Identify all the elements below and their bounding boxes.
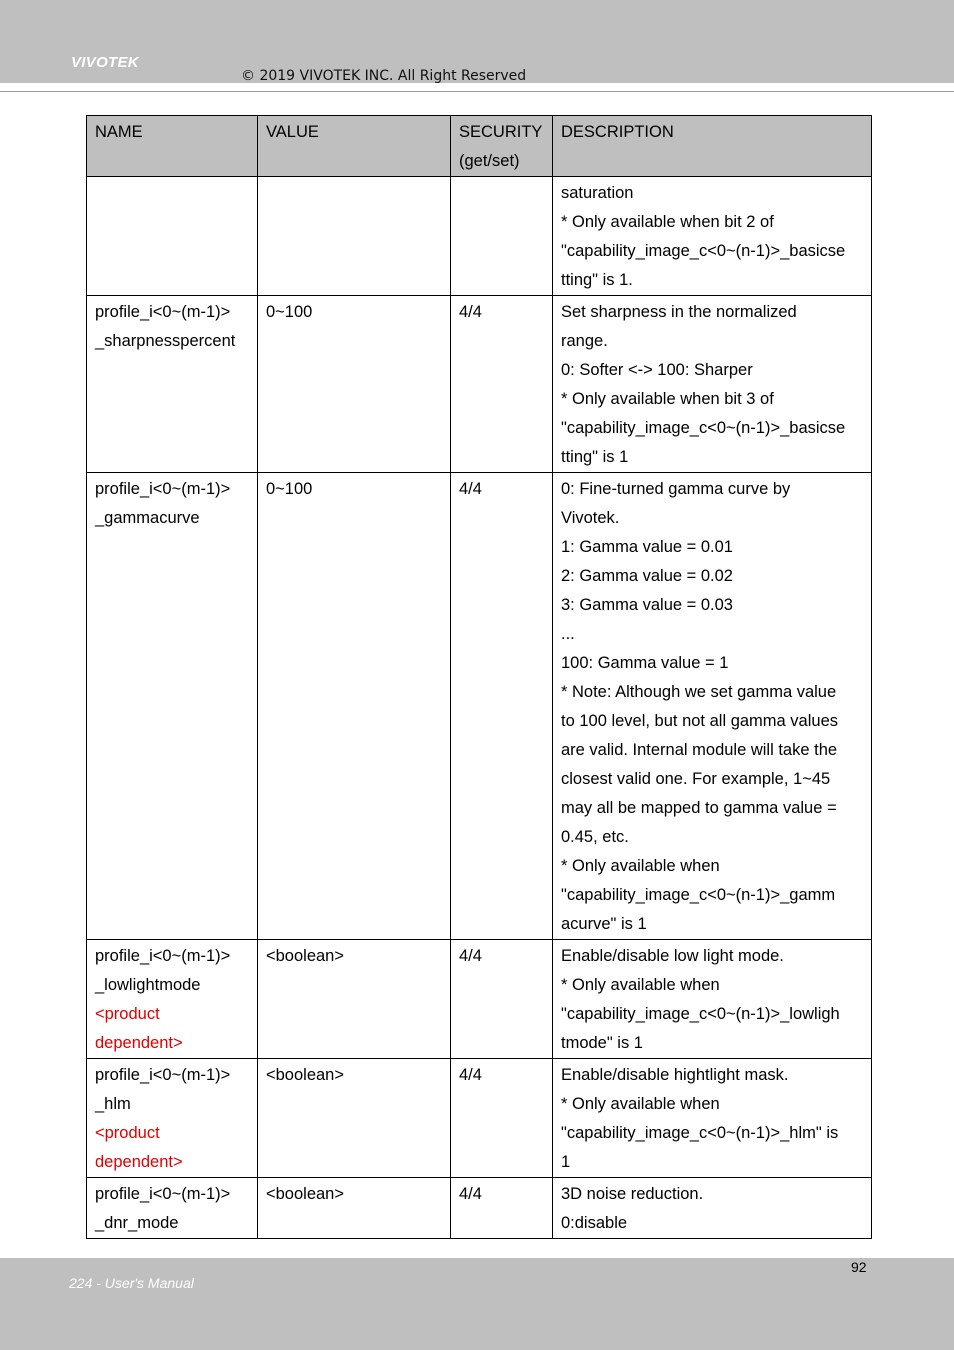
- copyright-text: © 2019 VIVOTEK INC. All Right Reserved: [241, 68, 527, 84]
- header-divider: [0, 91, 954, 92]
- table-row: [87, 177, 872, 296]
- cell-text: * Only available when: [561, 857, 720, 875]
- cell-security: [451, 177, 553, 296]
- cell-text: profile_i<0~(m-1)>: [95, 303, 231, 321]
- cell-value: [258, 296, 451, 473]
- parameter-table: [86, 115, 872, 1239]
- cell-text: "capability_image_c<0~(n-1)>_basicse: [561, 242, 846, 260]
- cell-text: may all be mapped to gamma value =: [561, 799, 837, 817]
- manual-label: 224 - User's Manual: [69, 1275, 194, 1291]
- cell-text: "capability_image_c<0~(n-1)>_gamm: [561, 886, 836, 904]
- cell-text: 1: Gamma value = 0.01: [561, 538, 733, 556]
- cell-text: _sharpnesspercent: [95, 332, 236, 350]
- cell-text: _gammacurve: [95, 509, 200, 527]
- header-name: NAME: [87, 116, 258, 177]
- cell-value: [258, 177, 451, 296]
- cell-text: Enable/disable hightlight mask.: [561, 1066, 789, 1084]
- header-description: DESCRIPTION: [553, 116, 872, 177]
- cell-text: 3D noise reduction.: [561, 1185, 704, 1203]
- cell-text: dependent>: [95, 1034, 183, 1052]
- cell-text: _hlm: [95, 1095, 131, 1113]
- cell-name: [87, 473, 258, 940]
- cell-text: 0: Softer <-> 100: Sharper: [561, 361, 753, 379]
- cell-text: 0~100: [266, 480, 313, 498]
- cell-description: [553, 940, 872, 1059]
- cell-text: * Note: Although we set gamma value: [561, 683, 837, 701]
- cell-text: 4/4: [459, 303, 482, 321]
- table-row: [87, 1059, 872, 1178]
- cell-text: are valid. Internal module will take the: [561, 741, 838, 759]
- cell-description: [553, 177, 872, 296]
- cell-text: 4/4: [459, 947, 482, 965]
- table-row: [87, 296, 872, 473]
- cell-text: * Only available when bit 2 of: [561, 213, 774, 231]
- cell-description: [553, 1178, 872, 1239]
- cell-value: [258, 1178, 451, 1239]
- cell-text: * Only available when bit 3 of: [561, 390, 774, 408]
- cell-text: tmode" is 1: [561, 1034, 643, 1052]
- cell-text: <boolean>: [266, 1185, 344, 1203]
- cell-text: 4/4: [459, 1066, 482, 1084]
- cell-text: to 100 level, but not all gamma values: [561, 712, 838, 730]
- cell-security: [451, 473, 553, 940]
- cell-description: [553, 473, 872, 940]
- cell-text: <boolean>: [266, 1066, 344, 1084]
- cell-text: _dnr_mode: [95, 1214, 179, 1232]
- cell-value: [258, 1059, 451, 1178]
- cell-name: [87, 1059, 258, 1178]
- cell-text: 0.45, etc.: [561, 828, 629, 846]
- cell-value: [258, 473, 451, 940]
- page-number: 92: [851, 1259, 867, 1275]
- table-header-row: [87, 116, 872, 177]
- cell-text: ...: [561, 625, 575, 643]
- cell-text: acurve" is 1: [561, 915, 647, 933]
- cell-text: profile_i<0~(m-1)>: [95, 947, 231, 965]
- cell-text: range.: [561, 332, 608, 350]
- cell-text: 0:disable: [561, 1214, 628, 1232]
- cell-text: 4/4: [459, 480, 482, 498]
- cell-text: Enable/disable low light mode.: [561, 947, 784, 965]
- cell-name: [87, 296, 258, 473]
- cell-text: Set sharpness in the normalized: [561, 303, 797, 321]
- header-security: SECURITY (get/set): [451, 116, 553, 177]
- cell-text: 100: Gamma value = 1: [561, 654, 729, 672]
- cell-security: [451, 1178, 553, 1239]
- cell-text: closest valid one. For example, 1~45: [561, 770, 831, 788]
- table-row: [87, 940, 872, 1059]
- header-value: VALUE: [258, 116, 451, 177]
- cell-text: "capability_image_c<0~(n-1)>_basicse: [561, 419, 846, 437]
- cell-text: profile_i<0~(m-1)>: [95, 480, 231, 498]
- table-row: [87, 1178, 872, 1239]
- cell-security: [451, 1059, 553, 1178]
- cell-text: 0~100: [266, 303, 313, 321]
- cell-text: 3: Gamma value = 0.03: [561, 596, 733, 614]
- cell-text: tting" is 1.: [561, 271, 633, 289]
- table-row: [87, 473, 872, 940]
- cell-text: <product: [95, 1124, 160, 1142]
- brand-logo: VIVOTEK: [71, 54, 139, 71]
- cell-text: <product: [95, 1005, 160, 1023]
- cell-description: [553, 296, 872, 473]
- cell-text: "capability_image_c<0~(n-1)>_hlm" is: [561, 1124, 839, 1142]
- cell-text: tting" is 1: [561, 448, 629, 466]
- cell-text: * Only available when: [561, 1095, 720, 1113]
- cell-text: <boolean>: [266, 947, 344, 965]
- footer-band: [0, 1258, 954, 1350]
- cell-name: [87, 1178, 258, 1239]
- cell-text: "capability_image_c<0~(n-1)>_lowligh: [561, 1005, 840, 1023]
- cell-text: * Only available when: [561, 976, 720, 994]
- cell-text: profile_i<0~(m-1)>: [95, 1066, 231, 1084]
- cell-text: 2: Gamma value = 0.02: [561, 567, 733, 585]
- cell-description: [553, 1059, 872, 1178]
- cell-name: [87, 177, 258, 296]
- cell-text: _lowlightmode: [95, 976, 201, 994]
- cell-text: dependent>: [95, 1153, 183, 1171]
- cell-text: 0: Fine-turned gamma curve by: [561, 480, 791, 498]
- cell-name: [87, 940, 258, 1059]
- cell-security: [451, 940, 553, 1059]
- cell-security: [451, 296, 553, 473]
- cell-text: Vivotek.: [561, 509, 620, 527]
- cell-text: 1: [561, 1153, 571, 1171]
- cell-text: 4/4: [459, 1185, 482, 1203]
- cell-text: saturation: [561, 184, 634, 202]
- cell-value: [258, 940, 451, 1059]
- cell-text: profile_i<0~(m-1)>: [95, 1185, 231, 1203]
